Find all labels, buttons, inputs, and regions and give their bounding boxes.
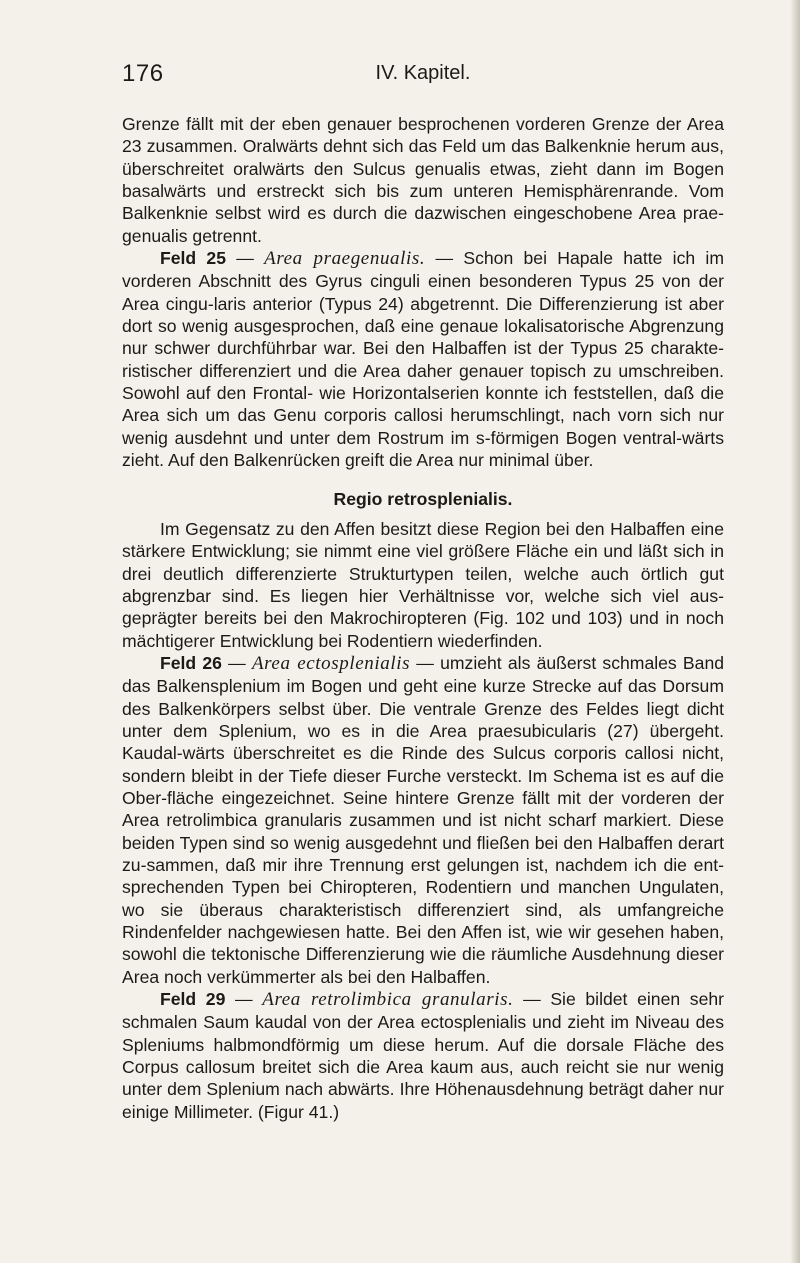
section-heading: Regio retrosplenialis. [333,488,513,509]
feld-26-text: — umzieht als äußerst schmales Band das Balkensplenium im Bogen und geht eine kurze Strecke auf das Dorsum des Balkenkörpers selbst über. Die ventrale Grenze des Feldes liegt dicht unter dem Splenium, wo es in die Area praesubicularis (27) übergeht. Kaudal-wärts überschreitet es die Rinde des Sulcus corporis callosi nicht, sondern bleibt in der Tiefe dieser Furche versteckt. Im Schema ist es auf die Ober-fläche eingezeichnet. Seine hintere Grenze fällt mit der vorderen der Area retrolimbica granularis zusammen und ist nicht scharf markiert. Diese beiden Typen sind so wenig ausgedehnt und fließen bei den Halbaffen derart zu-sammen, daß mir ihre Trennung erst gelungen ist, nachdem ich die ent-sprechenden Typen bei Chiropteren, Rodentiern und manchen Ungulaten, wo sie überaus charakteristisch differenziert sind, als umfangreiche Rindenfelder nachgewiesen hatte. Bei den Affen ist, wie wir gesehen haben, sowohl die tektonische Differenzierung wie die räumliche Ausdehnung dieser Area noch verkümmerter als bei den Halbaffen. [122,652,725,987]
feld-29-latin-name: Area retrolimbica granularis. [262,989,514,1011]
feld-29-text: — Sie bildet einen sehr schmalen Saum kaudal von der Area ectosplenialis und zieht im Niveau des Spleniums halbmondförmig um diese herum. Auf die dorsale Fläche des Corpus callosum breitet sich die Area kaum aus, auch reicht sie nur wenig unter dem Splenium nach abwärts. Ihre Höhenausdehnung beträgt daher nur einige Millimeter. (Figur 41.) [122,989,724,1122]
feld-25-label: Feld 25 [160,248,226,269]
feld-26-latin-name: Area ectosplenialis [251,652,411,674]
page-number: 176 [122,60,164,87]
chapter-title: IV. Kapitel. [375,62,471,84]
feld-25-text: — Schon bei Hapale hatte ich im vorderen Abschnitt des Gyrus cinguli einen besonderen Typus 25 von der Area cingu-laris anterior (Typus 24) abgetrennt. Die Differenzierung ist aber dort so wenig ausgesprochen, daß eine genaue lokalisatorische Abgrenzung nur schwer durchführbar war. Bei den Halbaffen ist der Typus 25 charakte-ristischer differenziert und die Area daher genauer topisch zu umschreiben. Sowohl auf den Frontal- wie Horizontalserien konnte ich feststellen, daß die Area sich um das Genu corporis callosi herumschlingt, nach vorn sich nur wenig ausdehnt und unter dem Rostrum im s-förmigen Bogen ventral-wärts zieht. Auf den Balkenrücken greift die Area nur minimal über. [122,248,724,471]
paragraph-feld-29 [122,988,724,1123]
paragraph-feld-25 [122,247,724,471]
paragraph-feld-26 [122,652,724,988]
dash: — [221,652,252,673]
body-text [122,113,724,1123]
paragraph-regio-retrosplenialis: Im Gegensatz zu den Affen besitzt diese Region bei den Halbaffen eine stärkere Entwicklung; sie nimmt eine viel größere Fläche ein und läßt sich in drei deutlich differenzierte Strukturtypen teilen, welche auch örtlich gut abgrenzbar sind. Es liegen hier Verhältnisse vor, welche sich viel aus-geprägter bereits bei den Makrochiropteren (Fig. 102 und 103) und in noch mächtigerer Entwicklung bei Rodentiern wiederfinden. [122,518,724,651]
page-edge-shadow [790,0,800,1263]
feld-25-latin-name: Area praegenualis. [264,248,426,270]
dash: — [226,248,265,269]
feld-29-label: Feld 29 [160,989,226,1010]
feld-26-label: Feld 26 [160,652,222,673]
paragraph-area-23-continuation: Grenze fällt mit der eben genauer besprochenen vorderen Grenze der Area 23 zusammen. Oralwärts dehnt sich das Feld um das Balkenknie herum aus, überschreitet oralwärts den Sulcus genualis etwas, zieht dann im Bogen basalwärts und erstreckt sich bis zum unteren Hemisphärenrande. Vom Balkenknie selbst wird es durch die dazwischen eingeschobene Area prae-genualis getrennt. [122,114,724,246]
dash: — [225,989,263,1010]
page-header [122,60,724,96]
